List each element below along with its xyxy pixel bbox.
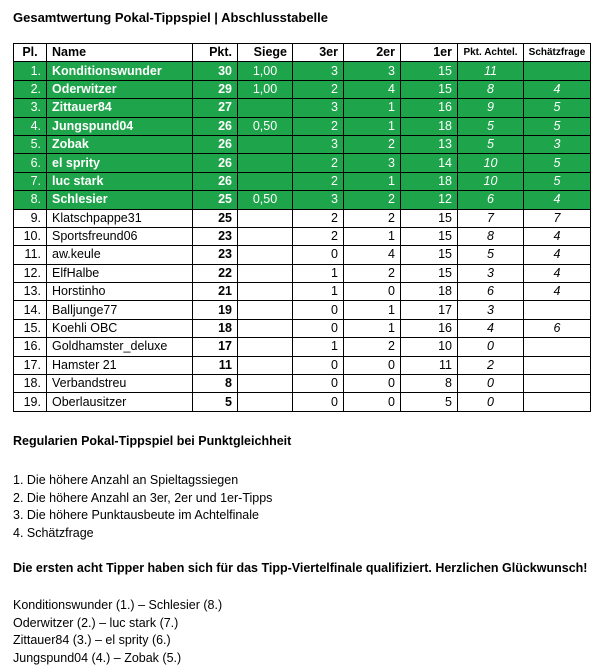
cell-achtel: 10	[458, 154, 524, 172]
table-row	[14, 227, 591, 245]
cell-2er: 0	[344, 283, 401, 301]
cell-achtel: 2	[458, 356, 524, 374]
cell-points: 26	[193, 135, 238, 153]
cell-wins	[238, 393, 293, 411]
cell-schaetzfrage: 5	[524, 172, 591, 190]
header-3er: 3er	[293, 44, 344, 62]
cell-wins	[238, 338, 293, 356]
cell-achtel: 8	[458, 227, 524, 245]
table-row	[14, 283, 591, 301]
cell-name: Konditionswunder	[47, 62, 193, 80]
cell-2er: 0	[344, 393, 401, 411]
cell-achtel: 4	[458, 319, 524, 337]
cell-schaetzfrage	[524, 356, 591, 374]
cell-1er: 15	[401, 246, 458, 264]
cell-achtel: 0	[458, 393, 524, 411]
cell-achtel: 6	[458, 191, 524, 209]
table-row	[14, 117, 591, 135]
header-pkt: Pkt.	[193, 44, 238, 62]
cell-2er: 1	[344, 301, 401, 319]
table-row	[14, 319, 591, 337]
cell-achtel: 11	[458, 62, 524, 80]
cell-achtel: 10	[458, 172, 524, 190]
cell-schaetzfrage: 5	[524, 99, 591, 117]
cell-wins	[238, 264, 293, 282]
table-row	[14, 191, 591, 209]
cell-2er: 1	[344, 117, 401, 135]
cell-2er: 2	[344, 264, 401, 282]
page-title: Gesamtwertung Pokal-Tippspiel | Abschlusstabelle	[13, 10, 328, 25]
cell-place: 3.	[14, 99, 47, 117]
cell-schaetzfrage: 5	[524, 117, 591, 135]
cell-wins: 1,00	[238, 62, 293, 80]
cell-1er: 13	[401, 135, 458, 153]
cell-3er: 2	[293, 117, 344, 135]
standings-table	[13, 43, 591, 412]
table-row	[14, 356, 591, 374]
cell-points: 25	[193, 191, 238, 209]
cell-points: 17	[193, 338, 238, 356]
cell-3er: 3	[293, 99, 344, 117]
cell-name: Zobak	[47, 135, 193, 153]
cell-3er: 2	[293, 80, 344, 98]
cell-2er: 2	[344, 338, 401, 356]
cell-name: Balljunge77	[47, 301, 193, 319]
table-row	[14, 393, 591, 411]
cell-2er: 0	[344, 375, 401, 393]
rules-heading: Regularien Pokal-Tippspiel bei Punktgleichheit	[13, 434, 292, 448]
cell-achtel: 5	[458, 246, 524, 264]
cell-1er: 12	[401, 191, 458, 209]
cell-3er: 3	[293, 191, 344, 209]
cell-1er: 18	[401, 172, 458, 190]
cell-name: Koehli OBC	[47, 319, 193, 337]
pairing: Konditionswunder (1.) – Schlesier (8.)	[13, 598, 223, 612]
cell-wins	[238, 135, 293, 153]
cell-place: 1.	[14, 62, 47, 80]
cell-schaetzfrage	[524, 301, 591, 319]
cell-place: 13.	[14, 283, 47, 301]
cell-points: 18	[193, 319, 238, 337]
cell-schaetzfrage	[524, 393, 591, 411]
header-2er: 2er	[344, 44, 401, 62]
table-row	[14, 172, 591, 190]
cell-points: 29	[193, 80, 238, 98]
cell-3er: 0	[293, 393, 344, 411]
cell-achtel: 5	[458, 135, 524, 153]
cell-place: 8.	[14, 191, 47, 209]
cell-achtel: 3	[458, 301, 524, 319]
cell-3er: 1	[293, 283, 344, 301]
header-row	[14, 44, 591, 62]
cell-wins	[238, 301, 293, 319]
cell-name: luc stark	[47, 172, 193, 190]
header-siege: Siege	[238, 44, 293, 62]
cell-points: 8	[193, 375, 238, 393]
cell-points: 23	[193, 246, 238, 264]
cell-points: 26	[193, 172, 238, 190]
cell-2er: 1	[344, 172, 401, 190]
cell-name: ElfHalbe	[47, 264, 193, 282]
cell-wins: 1,00	[238, 80, 293, 98]
cell-points: 25	[193, 209, 238, 227]
cell-name: Oderwitzer	[47, 80, 193, 98]
cell-schaetzfrage: 4	[524, 264, 591, 282]
cell-points: 26	[193, 154, 238, 172]
cell-points: 26	[193, 117, 238, 135]
cell-achtel: 5	[458, 117, 524, 135]
cell-3er: 3	[293, 135, 344, 153]
cell-place: 12.	[14, 264, 47, 282]
cell-1er: 17	[401, 301, 458, 319]
cell-name: Sportsfreund06	[47, 227, 193, 245]
cell-achtel: 8	[458, 80, 524, 98]
cell-points: 23	[193, 227, 238, 245]
cell-place: 11.	[14, 246, 47, 264]
cell-place: 19.	[14, 393, 47, 411]
cell-3er: 2	[293, 209, 344, 227]
cell-name: Zittauer84	[47, 99, 193, 117]
cell-1er: 18	[401, 283, 458, 301]
cell-name: aw.keule	[47, 246, 193, 264]
rule-item: 4. Schätzfrage	[13, 525, 94, 540]
cell-schaetzfrage	[524, 62, 591, 80]
quarterfinal-pairings	[13, 597, 222, 667]
cell-schaetzfrage: 3	[524, 135, 591, 153]
cell-1er: 14	[401, 154, 458, 172]
table-row	[14, 99, 591, 117]
cell-schaetzfrage: 4	[524, 227, 591, 245]
cell-schaetzfrage	[524, 375, 591, 393]
cell-place: 16.	[14, 338, 47, 356]
cell-wins: 0,50	[238, 117, 293, 135]
cell-3er: 1	[293, 264, 344, 282]
cell-points: 30	[193, 62, 238, 80]
cell-2er: 1	[344, 99, 401, 117]
header-schaetzfrage: Schätzfrage	[524, 44, 591, 62]
table-row	[14, 375, 591, 393]
cell-1er: 8	[401, 375, 458, 393]
cell-3er: 0	[293, 319, 344, 337]
rule-item: 1. Die höhere Anzahl an Spieltagssiegen	[13, 473, 239, 487]
cell-schaetzfrage: 7	[524, 209, 591, 227]
qualification-note: Die ersten acht Tipper haben sich für das Tipp-Viertelfinale qualifiziert. Herzlichen Glückwunsch!	[13, 561, 588, 575]
cell-2er: 4	[344, 246, 401, 264]
cell-name: el sprity	[47, 154, 193, 172]
rule-item: 3. Die höhere Punktausbeute im Achtelfinale	[13, 508, 259, 522]
cell-2er: 4	[344, 80, 401, 98]
cell-wins	[238, 283, 293, 301]
cell-wins	[238, 99, 293, 117]
cell-name: Horstinho	[47, 283, 193, 301]
table-row	[14, 264, 591, 282]
cell-wins	[238, 246, 293, 264]
cell-place: 5.	[14, 135, 47, 153]
cell-points: 27	[193, 99, 238, 117]
cell-name: Oberlausitzer	[47, 393, 193, 411]
cell-achtel: 0	[458, 375, 524, 393]
cell-wins	[238, 319, 293, 337]
cell-wins	[238, 209, 293, 227]
cell-points: 5	[193, 393, 238, 411]
cell-place: 7.	[14, 172, 47, 190]
cell-1er: 10	[401, 338, 458, 356]
cell-1er: 15	[401, 80, 458, 98]
cell-achtel: 3	[458, 264, 524, 282]
cell-2er: 1	[344, 227, 401, 245]
cell-schaetzfrage: 5	[524, 154, 591, 172]
cell-place: 10.	[14, 227, 47, 245]
cell-wins	[238, 154, 293, 172]
header-name: Name	[47, 44, 193, 62]
pairing: Zittauer84 (3.) – el sprity (6.)	[13, 633, 171, 647]
cell-schaetzfrage	[524, 338, 591, 356]
cell-place: 2.	[14, 80, 47, 98]
rule-item: 2. Die höhere Anzahl an 3er, 2er und 1er-Tipps	[13, 490, 273, 505]
cell-3er: 0	[293, 356, 344, 374]
cell-place: 6.	[14, 154, 47, 172]
cell-achtel: 9	[458, 99, 524, 117]
cell-name: Jungspund04	[47, 117, 193, 135]
cell-1er: 15	[401, 227, 458, 245]
pairing: Oderwitzer (2.) – luc stark (7.)	[13, 615, 179, 630]
header-1er: 1er	[401, 44, 458, 62]
cell-wins	[238, 356, 293, 374]
table-row	[14, 301, 591, 319]
cell-1er: 11	[401, 356, 458, 374]
cell-3er: 3	[293, 62, 344, 80]
cell-place: 14.	[14, 301, 47, 319]
cell-1er: 18	[401, 117, 458, 135]
header-pl: Pl.	[14, 44, 47, 62]
cell-schaetzfrage: 4	[524, 246, 591, 264]
cell-1er: 15	[401, 62, 458, 80]
cell-wins: 0,50	[238, 191, 293, 209]
cell-2er: 0	[344, 356, 401, 374]
cell-2er: 1	[344, 319, 401, 337]
rules-list	[13, 472, 272, 542]
cell-1er: 15	[401, 264, 458, 282]
table-row	[14, 246, 591, 264]
cell-name: Goldhamster_deluxe	[47, 338, 193, 356]
cell-points: 19	[193, 301, 238, 319]
cell-2er: 2	[344, 209, 401, 227]
cell-name: Klatschpappe31	[47, 209, 193, 227]
cell-name: Hamster 21	[47, 356, 193, 374]
cell-3er: 0	[293, 301, 344, 319]
cell-3er: 0	[293, 246, 344, 264]
cell-points: 11	[193, 356, 238, 374]
table-row	[14, 209, 591, 227]
cell-place: 15.	[14, 319, 47, 337]
table-row	[14, 62, 591, 80]
cell-3er: 2	[293, 172, 344, 190]
table-row	[14, 154, 591, 172]
cell-3er: 1	[293, 338, 344, 356]
pairing: Jungspund04 (4.) – Zobak (5.)	[13, 650, 182, 665]
cell-name: Verbandstreu	[47, 375, 193, 393]
cell-schaetzfrage: 4	[524, 191, 591, 209]
table-row	[14, 80, 591, 98]
header-achtel: Pkt. Achtel.	[458, 44, 524, 62]
cell-name: Schlesier	[47, 191, 193, 209]
cell-3er: 0	[293, 375, 344, 393]
cell-points: 21	[193, 283, 238, 301]
table-row	[14, 338, 591, 356]
cell-place: 18.	[14, 375, 47, 393]
cell-points: 22	[193, 264, 238, 282]
cell-wins	[238, 172, 293, 190]
cell-place: 4.	[14, 117, 47, 135]
cell-schaetzfrage: 4	[524, 80, 591, 98]
table-row	[14, 135, 591, 153]
cell-1er: 15	[401, 209, 458, 227]
cell-1er: 16	[401, 319, 458, 337]
cell-place: 17.	[14, 356, 47, 374]
cell-1er: 5	[401, 393, 458, 411]
cell-2er: 3	[344, 62, 401, 80]
cell-1er: 16	[401, 99, 458, 117]
cell-place: 9.	[14, 209, 47, 227]
cell-wins	[238, 375, 293, 393]
cell-3er: 2	[293, 227, 344, 245]
cell-achtel: 0	[458, 338, 524, 356]
cell-wins	[238, 227, 293, 245]
cell-achtel: 6	[458, 283, 524, 301]
cell-3er: 2	[293, 154, 344, 172]
cell-2er: 2	[344, 135, 401, 153]
cell-schaetzfrage: 6	[524, 319, 591, 337]
cell-schaetzfrage: 4	[524, 283, 591, 301]
cell-2er: 2	[344, 191, 401, 209]
cell-2er: 3	[344, 154, 401, 172]
cell-achtel: 7	[458, 209, 524, 227]
